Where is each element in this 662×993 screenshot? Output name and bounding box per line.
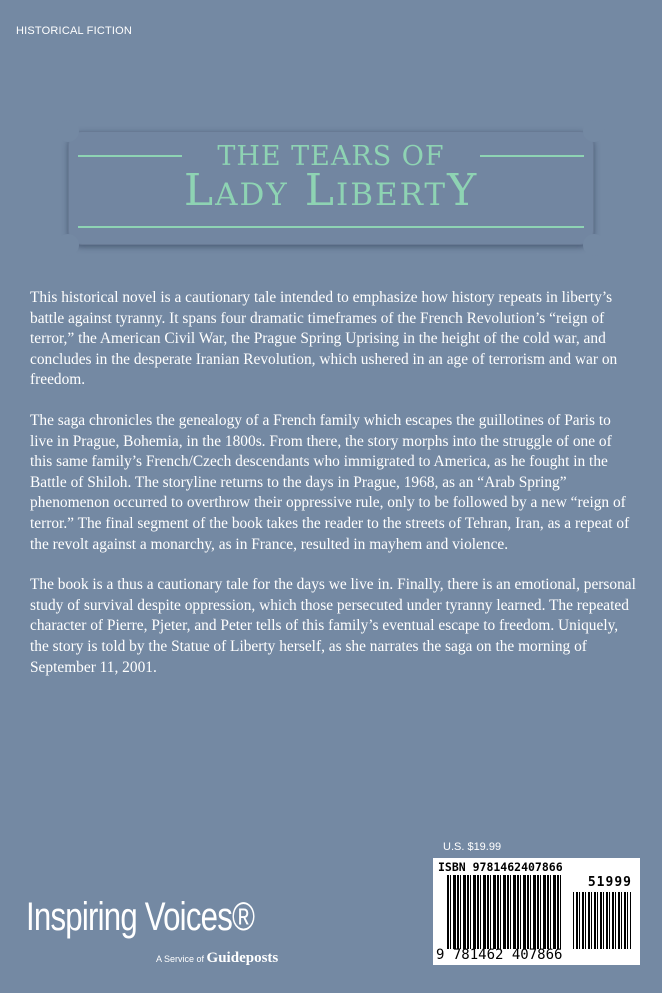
synopsis — [30, 288, 636, 698]
parent-publisher: Guideposts — [206, 950, 279, 966]
price-label: U.S. $19.99 — [443, 841, 502, 853]
title-line-1: THE TEARS OF — [217, 141, 445, 172]
title-line-2: Lady LibertY — [183, 165, 479, 216]
publisher-logo: Inspiring Voices® — [26, 895, 255, 939]
barcode-addon: 51999 — [587, 875, 632, 890]
synopsis-paragraph: The saga chronicles the genealogy of a French family which escapes the guillotines of Paris to live in Prague, Bohemia, in the 1800s. From there, the story morphs into the struggle of one of this same family’s French/Czech descendants who immigrated to America, as he fought in the Battle of Shiloh. The storyline returns to the days in Prague, 1968, as an “Arab Spring” phenomenon occurred to overthrow their oppressive rule, only to be followed by a new “reign of terror.” The final segment of the book takes the reader to the streets of Tehran, Iran, as a repeat of the revolt against a monarchy, as in France, resulted in mayhem and violence. — [30, 411, 630, 553]
plate-notch — [583, 234, 605, 256]
plate-notch — [583, 120, 605, 142]
genre-label: HISTORICAL FICTION — [16, 25, 133, 37]
service-prefix: A Service of — [156, 954, 205, 964]
plate-notch — [57, 120, 79, 142]
isbn-text: ISBN 9781462407866 — [438, 860, 563, 874]
barcode-digits: 9 781462 407866 — [436, 947, 563, 963]
title-plate — [68, 131, 594, 245]
barcode-bars — [447, 875, 562, 949]
synopsis-paragraph: This historical novel is a cautionary tale intended to emphasize how history repeats in liberty’s battle against tyranny. It spans four dramatic timeframes of the French Revolution’s “reign of terror,” the American Civil War, the Prague Spring Uprising in the height of the cold war, and concludes in the desperate Iranian Revolution, which ushered in an age of terrorism and war on freedom. — [30, 289, 618, 389]
isbn-barcode — [433, 858, 640, 965]
synopsis-paragraph: The book is a thus a cautionary tale for the days we live in. Finally, there is an emotional, personal study of survival despite oppression, which those persecuted under tyranny learned. The repeated character of Pierre, Pjeter, and Peter tells of this family’s eventual escape to freedom. Uniquely, the story is told by the Statue of Liberty herself, as she narrates the saga on the morning of September 11, 2001. — [30, 576, 636, 676]
plate-notch — [57, 234, 79, 256]
addon-bars — [573, 892, 631, 949]
publisher-service-line — [156, 950, 278, 967]
title-rule — [78, 226, 584, 228]
